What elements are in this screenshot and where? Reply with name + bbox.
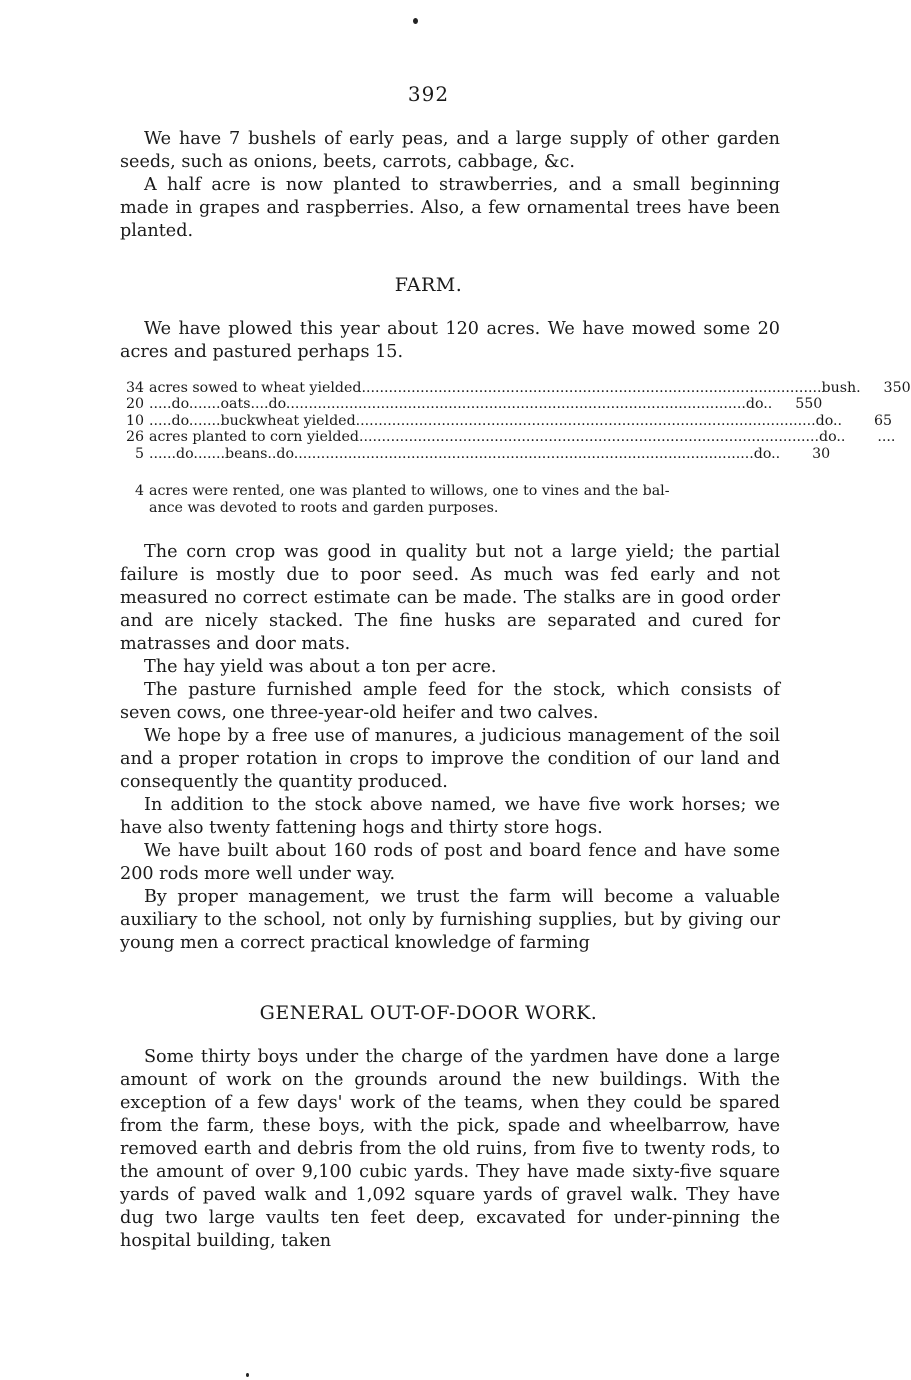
- crop-description: acres sowed to wheat yielded......................................................................................................: [149, 380, 822, 396]
- crop-quantity: 550: [795, 396, 823, 413]
- ink-speck: [246, 1373, 249, 1377]
- farm-intro: [120, 318, 780, 364]
- crop-acres: 5: [134, 445, 144, 462]
- crop-description: .....do.......oats....do......................................................................................................: [149, 396, 746, 413]
- farm-paragraph: By proper management, we trust the farm will become a valuable auxiliary to the school, not only by furnishing supplies, but by giving our young men a correct practical knowledge of farming: [120, 887, 780, 953]
- farm-paragraph: The corn crop was good in quality but not a large yield; the partial failure is mostly due to poor seed. As much was fed early and not measured no correct estimate can be made. The stalks are in good order and are nicely stacked. The fine husks are separated and cured for matrasses and door mats.: [120, 542, 780, 654]
- crop-description: ......do.......beans..do......................................................................................................: [149, 445, 754, 462]
- crop-row: [118, 445, 831, 462]
- crop-unit: do..: [753, 445, 781, 462]
- crop-row: [118, 429, 896, 446]
- crop-acres: 10: [125, 412, 144, 429]
- dot-leader: ......................................................................................................: [285, 396, 746, 413]
- crop-table: [118, 380, 911, 462]
- crop-row: [118, 396, 823, 413]
- crop-acres: 20: [125, 396, 144, 413]
- crop-note-text: acres were rented, one was planted to willows, one to vines and the bal-: [149, 483, 670, 499]
- crop-note-continuation: ance was devoted to roots and garden purposes.: [149, 500, 499, 516]
- crop-note: [118, 483, 784, 517]
- crop-row: [118, 412, 893, 429]
- crop-unit: bush.: [821, 380, 861, 396]
- intro-section: [120, 128, 780, 243]
- crop-quantity: ....: [877, 429, 896, 446]
- crop-acres: 26: [125, 429, 144, 446]
- crop-description: acres planted to corn yielded......................................................................................................: [149, 429, 819, 446]
- crop-unit: do..: [745, 396, 773, 413]
- crop-description: .....do.......buckwheat yielded......................................................................................................: [149, 412, 816, 429]
- outdoor-paragraph: Some thirty boys under the charge of the yardmen have done a large amount of work on the grounds around the new buildings. With the exception of a few days' work of the teams, when they could be spared from the farm, these boys, with the pick, spade and wheelbarrow, have removed earth and debris from the old ruins, from five to twenty rods, to the amount of over 9,100 cubic yards. They have made sixty-five square yards of paved walk and 1,092 square yards of gravel walk. They have dug two large vaults ten feet deep, excavated for under-pinning the hospital building, taken: [120, 1047, 780, 1251]
- farm-paragraph: The hay yield was about a ton per acre.: [144, 657, 497, 677]
- farm-paragraph: We hope by a free use of manures, a judicious management of the soil and a proper rotation in crops to improve the condition of our land and consequently the quantity produced.: [120, 726, 780, 792]
- crop-note-line: [118, 483, 784, 500]
- crop-quantity: 30: [812, 445, 831, 462]
- farm-body: [120, 541, 780, 955]
- outdoor-section: [120, 1046, 780, 1253]
- dot-leader: ......................................................................................................: [355, 412, 816, 429]
- crop-unit: do..: [819, 429, 846, 446]
- intro-paragraph: A half acre is now planted to strawberries, and a small beginning made in grapes and raspberries. Also, a few ornamental trees have been planted.: [120, 175, 780, 241]
- crop-note-number: 4: [134, 483, 144, 499]
- crop-unit: do..: [815, 412, 843, 429]
- farm-paragraph: The pasture furnished ample feed for the stock, which consists of seven cows, one three-year-old heifer and two calves.: [120, 680, 780, 723]
- outdoor-heading: GENERAL OUT-OF-DOOR WORK.: [259, 1002, 598, 1024]
- farm-paragraph: In addition to the stock above named, we have five work horses; we have also twenty fattening hogs and thirty store hogs.: [120, 795, 780, 838]
- crop-acres: 34: [125, 380, 144, 396]
- page-number: 392: [407, 82, 450, 106]
- farm-intro-paragraph: We have plowed this year about 120 acres. We have mowed some 20 acres and pastured perhaps 15.: [120, 319, 780, 362]
- ink-speck: [413, 18, 418, 24]
- farm-heading: FARM.: [394, 274, 463, 296]
- crop-row: [118, 380, 911, 396]
- crop-quantity: 65: [874, 412, 893, 429]
- dot-leader: ......................................................................................................: [359, 429, 819, 446]
- crop-quantity: 350: [883, 380, 911, 396]
- farm-paragraph: We have built about 160 rods of post and board fence and have some 200 rods more well under way.: [120, 841, 780, 884]
- intro-paragraph: We have 7 bushels of early peas, and a large supply of other garden seeds, such as onions, beets, carrots, cabbage, &c.: [120, 129, 780, 172]
- dot-leader: ......................................................................................................: [293, 445, 754, 462]
- dot-leader: ......................................................................................................: [361, 380, 822, 396]
